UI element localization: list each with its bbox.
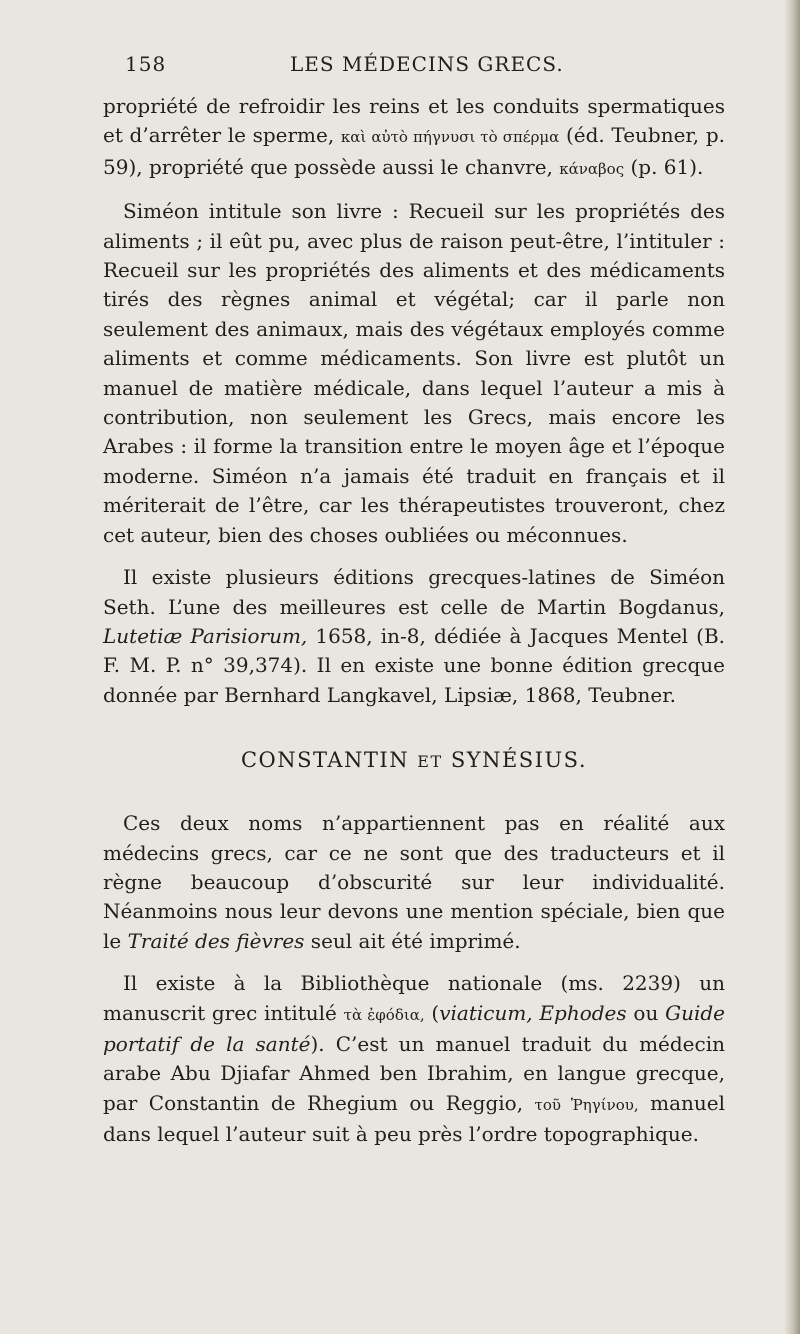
paragraph-4 [103,809,725,956]
paragraph-5-text-e: manuel dans lequel l’auteur suit à peu près l’ordre topographique. [103,1090,725,1147]
section-heading-conj: ET [417,752,443,772]
paragraph-3-italic: Lutetiæ Parisiorum, [103,623,308,648]
section-heading-part2: SYNÉSIUS. [450,748,587,773]
section-heading [103,748,725,772]
greek-quote-3: τὰ ἐφόδια, [343,1005,425,1024]
paragraph-5-text-d: ). C’est un manuel traduit du médecin arabe Abu Djiafar Ahmed ben Ibrahim, en langue grecque, par Constantin de Rhegium ou Reggio, [103,1031,725,1115]
paragraph-3 [103,563,725,710]
paragraph-5-italic-1: viaticum, Ephodes [439,1000,627,1025]
paragraph-4-italic: Traité des fièvres [127,928,305,953]
greek-quote-4: τοῦ Ῥηγίνου, [534,1095,639,1114]
paragraph-1-text-b: (éd. Teubner, p. 59), propriété que possède aussi le chanvre, [103,123,725,179]
section-heading-part1: CONSTANTIN [240,748,410,773]
paragraph-1-text-c: (p. 61). [624,154,704,179]
paragraph-5 [103,969,725,1149]
greek-quote-1: καὶ αὐτὸ πήγνυσι τὸ σπέρμα [340,128,560,147]
paragraph-3-text-b: 1658, in-8, dédiée à Jacques Mentel (B. F. M. P. n° 39,374). Il en existe une bonne édition grecque donnée par Bernhard Langkavel, Lipsiæ, 1868, Teubner. [103,623,726,707]
paragraph-1 [103,92,725,184]
paragraph-4-text-b: seul ait été imprimé. [304,928,521,953]
paragraph-1-text-a: propriété de refroidir les reins et les conduits spermatiques et d’arrêter le sperme, [103,94,725,148]
book-page [103,0,725,1150]
paragraph-5-text-a: Il existe à la Bibliothèque nationale (ms. 2239) un manuscrit grec intitulé [103,971,725,1025]
paragraph-3-text-a: Il existe plusieurs éditions grecques-latines de Siméon Seth. L’une des meilleures est celle de Martin Bogdanus, [103,565,725,619]
page-number: 158 [125,52,167,76]
running-title: LES MÉDECINS GRECS. [290,52,564,76]
paragraph-4-text-a: Ces deux noms n’appartiennent pas en réalité aux médecins grecs, car ce ne sont que des traducteurs et il règne beaucoup d’obscurité sur leur individualité. Néanmoins nous leur devons une mention spéciale, bien que le [103,811,725,953]
greek-quote-2: κάναβος [559,159,625,178]
page-edge-shadow [784,0,800,1334]
paragraph-5-text-b: ( [424,1000,440,1025]
paragraph-5-italic-2: Guide portatif de la santé [103,1000,725,1056]
paragraph-5-text-c: ou [626,1000,666,1025]
running-head [103,52,725,92]
paragraph-2: Siméon intitule son livre : Recueil sur les propriétés des aliments ; il eût pu, avec plus de raison peut-être, l’intituler : Recueil sur les propriétés des aliments et des médicaments tirés des règnes animal et végétal; car il parle non seulement des animaux, mais des végétaux employés comme aliments et comme médicaments. Son livre est plutôt un manuel de matière médicale, dans lequel l’auteur a mis à contribution, non seulement les Grecs, mais encore les Arabes : il forme la transition entre le moyen âge et l’époque moderne. Siméon n’a jamais été traduit en français et il mériterait de l’être, car les thérapeutistes trouveront, chez cet auteur, bien des choses oubliées ou méconnues. [103,199,725,547]
